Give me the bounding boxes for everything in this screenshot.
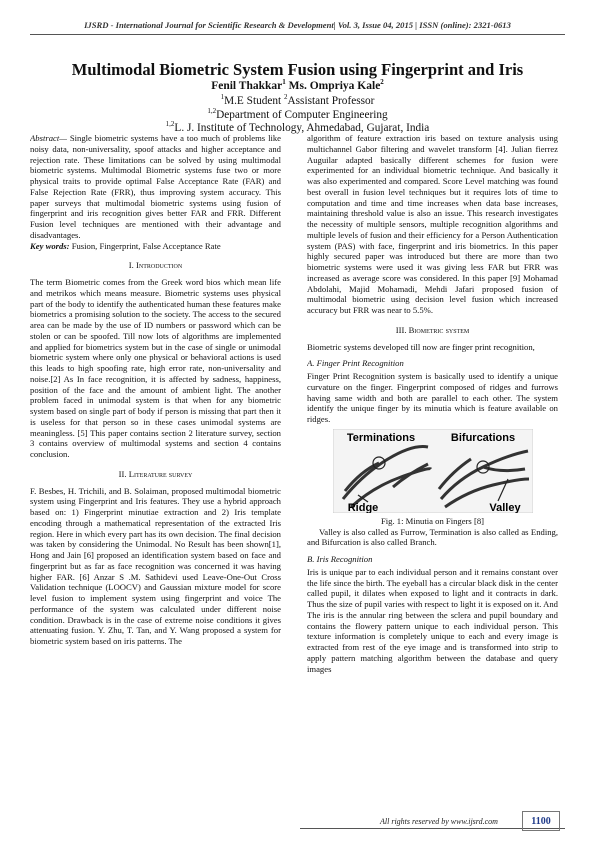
label-bifurcations: Bifurcations	[450, 431, 515, 444]
aff-dept: Department of Computer Engineering	[216, 108, 388, 121]
left-column	[30, 133, 281, 801]
label-valley: Valley	[488, 501, 521, 513]
literature-text-continued: algorithm of feature extraction iris based on texture analysis using multichannel Gabor filtering and wavelet transform [4]. Julian fierrez Auguilar adapted basically different schemes for fusion were experimented for an individual biometric technique. And basically it was also experimented and compared. Score Level matching was found best overall in fusion level techniques but it requires lots of time to computation and time and time increases when data base increases, maintaining threshold value is also an issue. This research investigates the necessity of multiple sensors, multiple recognition algorithms and multiple levels of fusion and their efficiency for a Person Authentication system (PAS) with face, fingerprint and iris biometrics. In this paper highly secured paper was introduced but there are more than two biometric systems were used it was giving less FAR but FRR was increased as average score was considered. In this paper [9] Mohamad Abdolahi, Majid Mohamadi, Mehdi Jafari proposed fusion of multimodal biometric using decision level fusion which increased accuracy but FRR was near to 5.5%.	[307, 133, 558, 315]
section-number: I.	[128, 260, 134, 271]
aff-sup: 1,2	[165, 120, 175, 128]
aff-sup: 1	[220, 93, 225, 101]
label-ridge: Ridge	[347, 501, 378, 513]
author-sup: 1	[282, 78, 286, 86]
aff-inst: L. J. Institute of Technology, Ahmedabad, Gujarat, India	[174, 121, 430, 134]
figure-minutia	[307, 429, 558, 513]
introduction-text: The term Biometric comes from the Greek word bios which mean life and metrikos which means measure. Biometric systems uses physical part of the body to identify the authenticated human these features make biometrics a promising solution to the society. The access to the secured area can be made by the use of ID numbers or password which can be stolen or can be spoofed. Till now lots of algorithms are implemented and applied for biometrics system but in the case of single or unimodal biometric system where only one physical or behavioral actions is used this leads to high spoofing rate, high error rate, non-universality and noise.[2] As In face recognition, it is affected by sadness, happiness, position of the face and the amount of ambient light. The another problem faced in unimodal system is that when for any biometric system based on single part of body if person is missing that part then it is useless for that person so in these cases unimodal systems are meaningless. [5] This paper contains section 2 literature survey, section 3 contains overview of multimodal systems and section 4 contains conclusion.	[30, 277, 281, 459]
abstract-dash: —	[59, 133, 70, 143]
header-rule	[30, 34, 565, 35]
author-line	[30, 78, 565, 92]
section-heading-introduction	[30, 260, 281, 271]
paper-title: Multimodal Biometric System Fusion using Fingerprint and Iris	[71, 60, 524, 79]
abstract	[30, 133, 281, 241]
literature-text: F. Besbes, H. Trichili, and B. Solaiman, proposed multimodal biometric system using Fingerprint and Iris features. They use a hybrid approach based on: 1) Fingerprint minutiae extraction and 2) Iris template encoding through a mathematical representation of the extracted Iris region. Here in which every part has its own decision. The final decision was taken by considering the Unimodal. No Result has been shown[1], Hong and Jain [6] proposed an identification system based on face and fingerprint but as far as face recognition was concerned it was having higher FAR. [6] Anzar S .M. Sathidevi used Leave-One-Out Cross Validation technique (LOOCV) and Gaussian mixture model for score level fusion to implement system using fingerprint and voice The performance of the system was calculated under different noise condition. Drawback is in the case of extreme noise conditions it gives attenuating fusion. Y. Zhu, T. Tan, and Y. Wang proposed a system for biometric system based on iris patterns. The	[30, 485, 281, 646]
footer-copyright: All rights reserved by www.ijsrd.com	[380, 817, 498, 826]
section-title: Introduction	[135, 260, 183, 271]
keywords-label: Key words:	[30, 240, 70, 251]
aff-role: M.E Student	[224, 94, 284, 107]
affiliation-roles	[30, 93, 565, 107]
label-terminations: Terminations	[346, 431, 415, 444]
aff-sup: 2	[284, 93, 288, 101]
subsection-iris: B. Iris Recognition	[307, 554, 373, 564]
abstract-label: Abstract	[30, 133, 60, 143]
right-column	[307, 133, 558, 801]
affiliation-institute	[30, 120, 565, 134]
author-name: Ms. Ompriya Kale	[288, 79, 381, 92]
section-number: II.	[118, 468, 127, 479]
subsection-fingerprint: A. Finger Print Recognition	[307, 358, 404, 369]
fingerprint-text: Finger Print Recognition system is basically used to identify a unique curvature on the finger. Fingerprint composed of ridges and furrows having same width and both are parallel to each other. The system identify the unique finger by its minutia which is feature available on ridges.	[307, 371, 558, 424]
minutia-figure-image	[333, 429, 533, 513]
iris-text: Iris is unique par to each individual person and it remains constant over the life since the birth. The eyeball has a circular black disk in the center called pupil, it dilates when exposed to light and it contracts in dark. Thus the size of pupil varies with respect to light it is exposed on it. And The iris is the annular ring between the sclera and pupil boundary and contains the flowery pattern unique to each individual person. This texture information is completely unique to each and every image is extracted from rest of the eye image and is transformed into strip to apply pattern matching algorithm between the database and query images	[307, 566, 558, 674]
section-heading-literature	[30, 469, 281, 480]
keywords-text: Fusion, Fingerprint, False Acceptance Rate	[69, 240, 221, 251]
figure-caption: Fig. 1: Minutia on Fingers [8]	[380, 515, 485, 526]
aff-sup: 1,2	[207, 107, 217, 115]
aff-role: Assistant Professor	[287, 94, 375, 107]
section-number: III.	[395, 324, 407, 335]
biometric-text: Biometric systems developed till now are finger print recognition,	[307, 341, 535, 352]
page-number: 1100	[522, 811, 560, 831]
figure-description: Valley is also called as Furrow, Termination is also called as Ending, and Bifurcation is also called Branch.	[307, 526, 558, 548]
keywords	[30, 241, 281, 252]
section-heading-biometric	[307, 325, 558, 336]
section-title: Literature survey	[128, 468, 193, 479]
section-title: Biometric system	[408, 324, 470, 335]
journal-header: IJSRD - International Journal for Scientific Research & Development| Vol. 3, Issue 04, 2015 | ISSN (online): 2321-0613	[84, 20, 511, 30]
abstract-text: Single biometric systems have a too much of problems like noisy data, non-universality, spoof attacks and higher acceptance and rejection rate. These limitations can be solved by using multimodal biometric systems. Multimodal Biometric systems fuse two or more physical traits to provide optimal False Acceptance Rate (FAR) and False Rejection Rate (FRR), thus improving system accuracy. This paper surveys that multimodal biometric systems using fusion of fingerprint and iris recognition gives better FAR and FRR. Different Fusion level techniques are mentioned with their advantage and disadvantages.	[30, 133, 281, 240]
author-sup: 2	[380, 78, 384, 86]
affiliation-department	[30, 107, 565, 121]
author-name: Fenil Thakkar	[211, 79, 283, 92]
